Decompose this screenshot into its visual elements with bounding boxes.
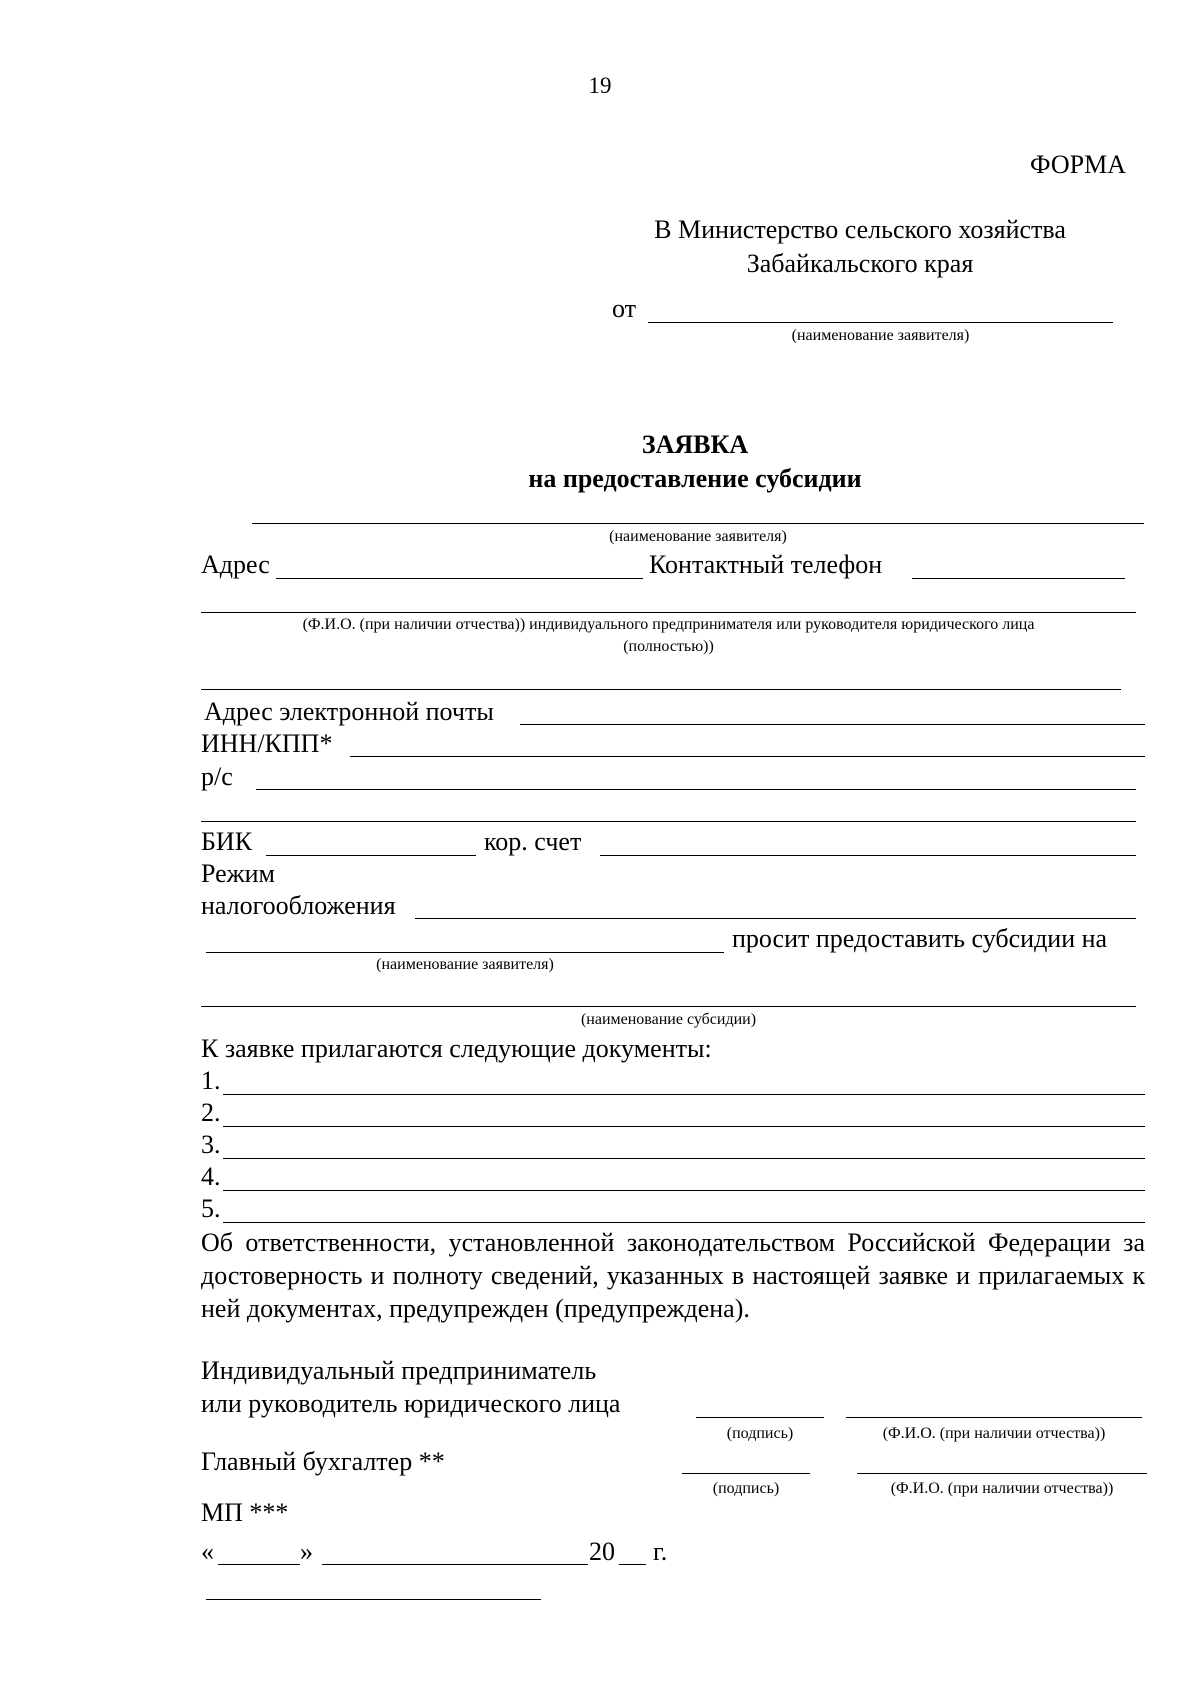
attachment-number-4: 4. <box>201 1162 221 1191</box>
date-close-quote: » <box>300 1537 313 1566</box>
from-applicant-caption: (наименование заявителя) <box>791 327 970 344</box>
head-name-line[interactable] <box>201 612 1136 613</box>
request-text: просит предоставить субсидии на <box>732 924 1108 953</box>
attachment-line-3[interactable] <box>223 1158 1145 1159</box>
bik-line[interactable] <box>266 855 476 856</box>
bik-label: БИК <box>201 827 253 856</box>
tax-regime-line[interactable] <box>415 918 1136 919</box>
accountant-signature-caption: (подпись) <box>712 1480 780 1497</box>
from-label: от <box>612 294 637 323</box>
address-label: Адрес <box>201 550 270 579</box>
page-number: 19 <box>588 73 612 98</box>
accountant-name-caption: (Ф.И.О. (при наличии отчества)) <box>890 1480 1114 1497</box>
accountant-label: Главный бухгалтер ** <box>201 1447 445 1476</box>
head-name-sign-line[interactable] <box>846 1417 1142 1418</box>
corr-account-label: кор. счет <box>484 827 582 856</box>
applicant-name-line[interactable] <box>252 523 1144 524</box>
attachment-line-2[interactable] <box>223 1126 1145 1127</box>
recipient-line-2: Забайкальского края <box>746 249 974 278</box>
request-applicant-caption: (наименование заявителя) <box>376 956 554 973</box>
date-open-quote: « <box>201 1537 214 1566</box>
recipient-line-1: В Министерство сельского хозяйства <box>654 215 1066 244</box>
inn-label: ИНН/КПП* <box>201 729 333 758</box>
date-day-line[interactable] <box>218 1564 300 1565</box>
email-line[interactable] <box>520 724 1145 725</box>
accountant-signature-line[interactable] <box>682 1473 810 1474</box>
head-name-extra-line[interactable] <box>201 689 1121 690</box>
head-name-caption-2: (полностью)) <box>623 638 714 655</box>
accountant-name-line[interactable] <box>857 1473 1147 1474</box>
form-label: ФОРМА <box>1030 150 1126 179</box>
email-label: Адрес электронной почты <box>204 697 494 726</box>
attachments-title: К заявке прилагаются следующие документы: <box>201 1034 712 1063</box>
request-applicant-line[interactable] <box>206 952 724 953</box>
corr-account-line[interactable] <box>600 855 1136 856</box>
account-extra-line[interactable] <box>201 821 1136 822</box>
attachment-number-2: 2. <box>201 1098 221 1127</box>
attachment-line-5[interactable] <box>223 1222 1145 1223</box>
attachment-number-3: 3. <box>201 1130 221 1159</box>
bottom-signature-line[interactable] <box>206 1599 541 1600</box>
head-signature-line[interactable] <box>696 1417 824 1418</box>
head-name-caption-1: (Ф.И.О. (при наличии отчества)) индивидуального предпринимателя или руководителя юридического лица <box>302 616 1035 633</box>
subsidy-name-line[interactable] <box>201 1006 1136 1007</box>
head-name-sign-caption: (Ф.И.О. (при наличии отчества)) <box>882 1425 1106 1442</box>
from-applicant-line[interactable] <box>648 322 1113 323</box>
document-title: ЗАЯВКА <box>641 430 749 459</box>
attachment-number-1: 1. <box>201 1066 221 1095</box>
inn-line[interactable] <box>350 756 1145 757</box>
liability-statement: Об ответственности, установленной законодательством Российской Федерации за достоверность и полноту сведений, указанных в настоящей заявке и прилагаемых к ней документах, предупрежден (предупреждена). <box>201 1228 1145 1323</box>
head-signer-line-2: или руководитель юридического лица <box>201 1389 621 1418</box>
applicant-name-caption: (наименование заявителя) <box>609 528 787 545</box>
date-year-suffix: г. <box>653 1537 668 1566</box>
phone-line[interactable] <box>912 578 1125 579</box>
date-year-prefix: 20 <box>589 1537 615 1566</box>
date-year-line[interactable] <box>619 1564 646 1565</box>
head-signature-caption: (подпись) <box>726 1425 794 1442</box>
address-line[interactable] <box>276 578 643 579</box>
stamp-label: МП *** <box>201 1498 289 1527</box>
phone-label: Контактный телефон <box>649 550 883 579</box>
head-signer-line-1: Индивидуальный предприниматель <box>201 1356 597 1385</box>
attachment-line-4[interactable] <box>223 1190 1145 1191</box>
account-line[interactable] <box>256 789 1136 790</box>
account-label: р/с <box>201 762 233 791</box>
document-subtitle: на предоставление субсидии <box>528 464 862 493</box>
date-month-line[interactable] <box>322 1564 588 1565</box>
tax-regime-label-1: Режим <box>201 859 275 888</box>
attachment-number-5: 5. <box>201 1194 221 1223</box>
attachment-line-1[interactable] <box>223 1094 1145 1095</box>
tax-regime-label-2: налогообложения <box>201 891 396 920</box>
subsidy-name-caption: (наименование субсидии) <box>580 1011 757 1028</box>
